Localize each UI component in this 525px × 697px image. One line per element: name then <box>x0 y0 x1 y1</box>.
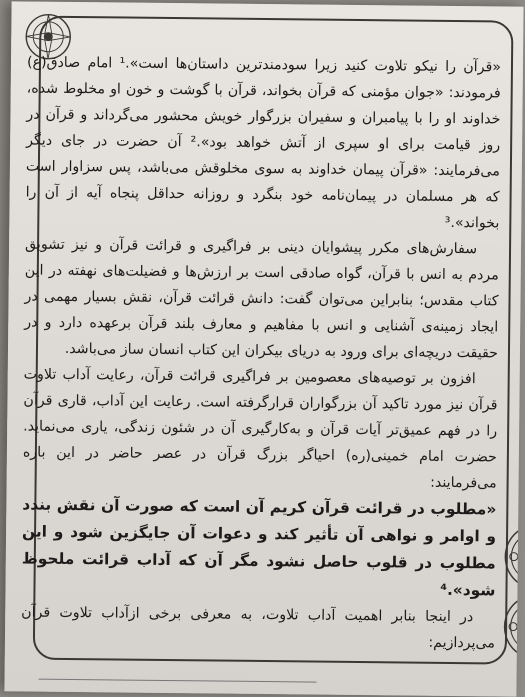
body-text <box>21 50 501 657</box>
side-ornament-icon <box>491 596 524 656</box>
book-page <box>4 1 523 696</box>
footnote-divider <box>39 679 317 683</box>
paragraph-recitation-etiquette: افزون بر توصیه‌های معصومین بر فراگیری قرائت قرآن، رعایت آداب تلاوت قرآن نیز مورد تاکید آن بزرگواران قرارگرفته است. رعایت این آداب، قاری قرآن را در فهم عمیق‌تر آیات قرآن و به‌کارگیری آن در شئون زندگی، یاری می‌نماید. حضرت امام خمینی(ره) احیاگر بزرگ قرآن در عصر حاضر در این باره می‌فرمایند: <box>22 366 498 492</box>
paragraph-imam-khomeini-quote: «مطلوب در قرائت قرآن کریم آن است که صورت آن نقش بندد و اوامر و نواهی آن تأثیر کند و دعوات آن جایگزین شود و این مطلوب در قلوب حاصل نشود مگر آن که آداب قرائت ملحوظ شود».⁴ <box>21 495 497 600</box>
paragraph-hadith-quotes: «قرآن را نیکو تلاوت کنید زیرا سودمندترین داستان‌ها است».¹ امام صادق(ع) فرمودند: «جوان مؤمنی که قرآن بخواند، قرآن با گوشت و خون او مخلوط شده، خداوند او را با پیامبران و سفیران بزرگوار خویش محشور می‌گرداند و قرآن در روز قیامت برای او سپری از آتش خواهد بود».² آن حضرت در جای دیگر می‌فرمایند: «قرآن پیمان خداوند به سوی مخلوقش می‌باشد، پس سزاوار است که هر مسلمان در پیمان‌نامه خود بنگرد و روزانه حداقل پنجاه آیه از آن را بخواند».³ <box>25 54 502 232</box>
paragraph-recitation-importance: سفارش‌های مکرر پیشوایان دینی بر فراگیری و قرائت قرآن و نیز تشویق مردم به انس با قرآن، گواه صادقی است بر ارزش‌ها و فضیلت‌های نهفته در این کتاب مقدس؛ بنابراین می‌توان گفت: دانش قرائت قرآن، نقش بسیار مهمی در ایجاد زمینه‌ی آشنایی و انس با مفاهیم و معارف بلند قرآن برعهده دارد و در حقیقت دریچه‌ای برای ورود به دریای بیکران این کتاب انسان ساز می‌باشد. <box>24 236 499 362</box>
side-ornament-icon <box>492 526 524 586</box>
paragraph-introduction: در اینجا بنابر اهمیت آداب تلاوت، به معرفی برخی ازآداب تلاوت قرآن می‌پردازیم: <box>21 604 496 652</box>
